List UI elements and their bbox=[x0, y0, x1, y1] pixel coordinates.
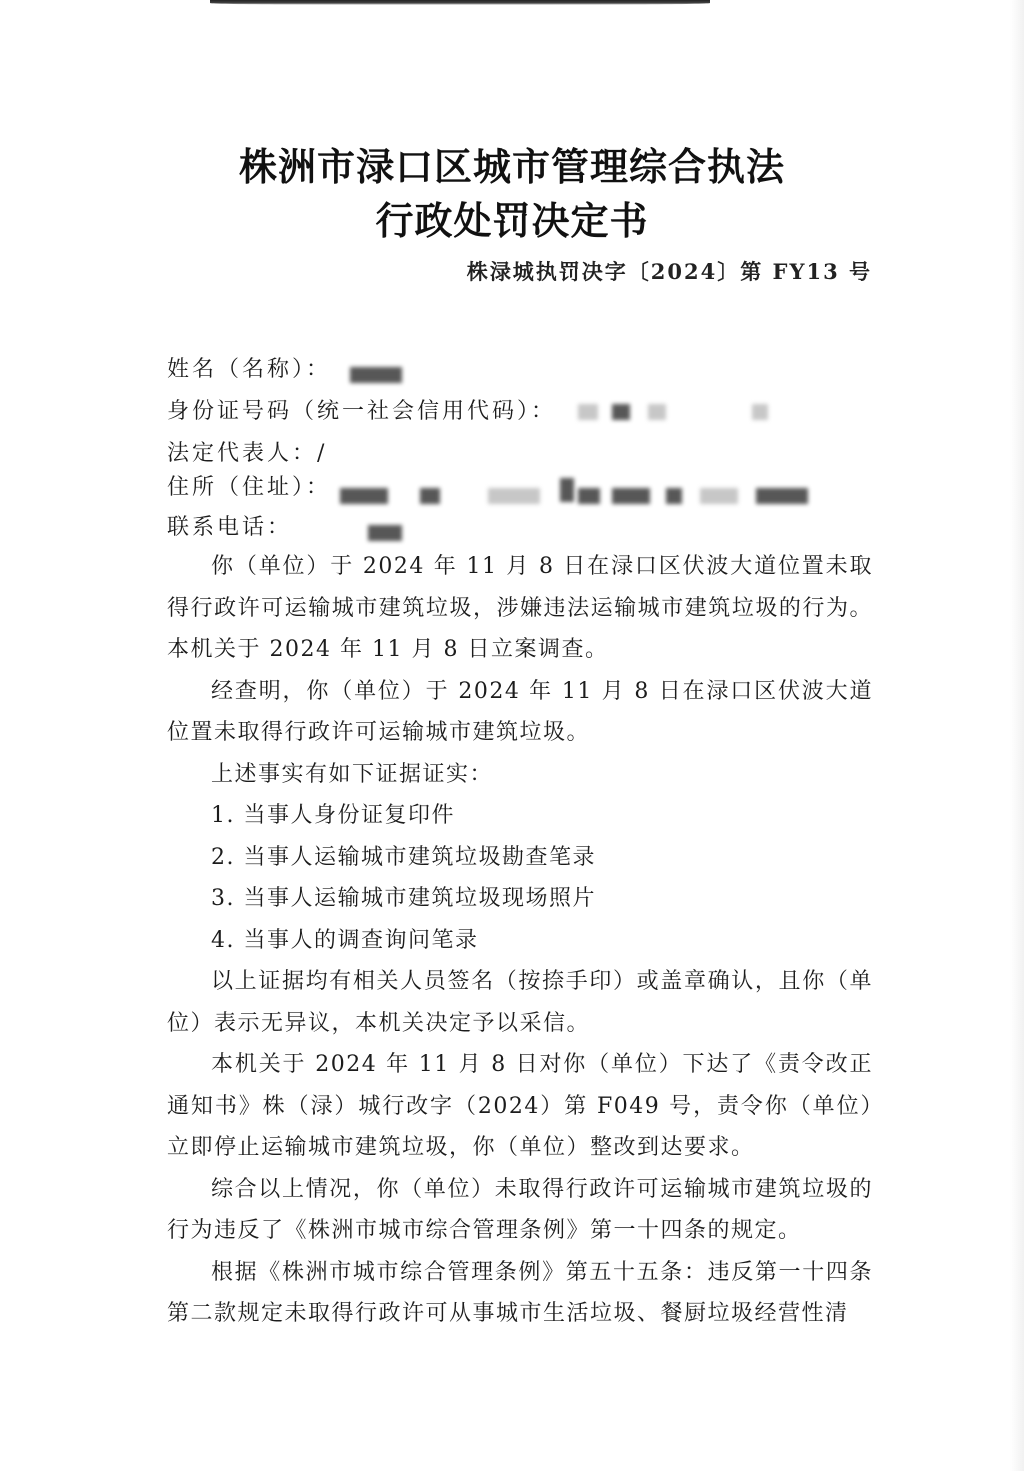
redacted-id-part bbox=[648, 404, 666, 420]
redacted-phone bbox=[368, 525, 402, 541]
document-body bbox=[167, 546, 873, 1335]
redacted-address-part bbox=[578, 488, 600, 504]
evidence-item-2: 2. 当事人运输城市建筑垃圾勘查笔录 bbox=[211, 844, 596, 870]
redacted-address-part bbox=[612, 488, 650, 504]
redacted-address-part bbox=[756, 488, 808, 504]
paragraph-evidence-confirmation: 以上证据均有相关人员签名（按捺手印）或盖章确认，且你（单位）表示无异议，本机关决定予以采信。 bbox=[167, 969, 873, 1036]
redacted-address-part bbox=[560, 478, 574, 502]
document-title-line2: 行政处罚决定书 bbox=[375, 199, 649, 243]
paragraph-violation-summary: 综合以上情况，你（单位）未取得行政许可运输城市建筑垃圾的行为违反了《株洲市城市综合管理条例》第一十四条的规定。 bbox=[167, 1176, 873, 1243]
redacted-id-part bbox=[612, 404, 630, 420]
document-title-line1: 株洲市渌口区城市管理综合执法 bbox=[238, 145, 785, 189]
scan-edge-shadow bbox=[210, 0, 710, 5]
redacted-id-part bbox=[752, 404, 768, 420]
paragraph-correction-notice: 本机关于 2024 年 11 月 8 日对你（单位）下达了《责令改正通知书》株（渌）城行改字（2024）第 F049 号，责令你（单位）立即停止运输城市建筑垃圾，你（单位）整改到达要求。 bbox=[167, 1052, 873, 1160]
paragraph-evidence-intro: 上述事实有如下证据证实： bbox=[211, 761, 494, 787]
document-number: 株渌城执罚决字〔2024〕第 FY13 号 bbox=[466, 259, 872, 284]
legal-representative-field: 法定代表人：/ bbox=[167, 441, 328, 466]
evidence-item-3: 3. 当事人运输城市建筑垃圾现场照片 bbox=[211, 886, 596, 911]
redacted-id-part bbox=[578, 404, 598, 420]
phone-field-label: 联系电话： bbox=[167, 515, 293, 540]
redacted-address-part bbox=[420, 488, 440, 504]
paragraph-incident: 你（单位）于 2024 年 11 月 8 日在渌口区伏波大道位置未取得行政许可运输城市建筑垃圾，涉嫌违法运输城市建筑垃圾的行为。本机关于 2024 年 11 月 8 日立案调查。 bbox=[167, 554, 873, 662]
redacted-address-part bbox=[340, 488, 388, 504]
paragraph-legal-basis: 根据《株洲市城市综合管理条例》第五十五条：违反第一十四条第二款规定未取得行政许可从事城市生活垃圾、餐厨垃圾经营性清 bbox=[167, 1259, 873, 1326]
redacted-name bbox=[350, 367, 402, 383]
redacted-address-part bbox=[488, 488, 540, 504]
redacted-address-part bbox=[700, 488, 738, 504]
evidence-item-1: 1. 当事人身份证复印件 bbox=[211, 803, 455, 828]
name-field-label: 姓名（名称）： bbox=[167, 357, 332, 382]
evidence-item-4: 4. 当事人的调查询问笔录 bbox=[211, 927, 479, 953]
redacted-address-part bbox=[666, 488, 682, 504]
address-field-label: 住所（住址）： bbox=[167, 475, 332, 500]
id-number-field-label: 身份证号码（统一社会信用代码）： bbox=[167, 399, 557, 424]
paragraph-findings: 经查明，你（单位）于 2024 年 11 月 8 日在渌口区伏波大道位置未取得行政许可运输城市建筑垃圾。 bbox=[167, 678, 873, 745]
